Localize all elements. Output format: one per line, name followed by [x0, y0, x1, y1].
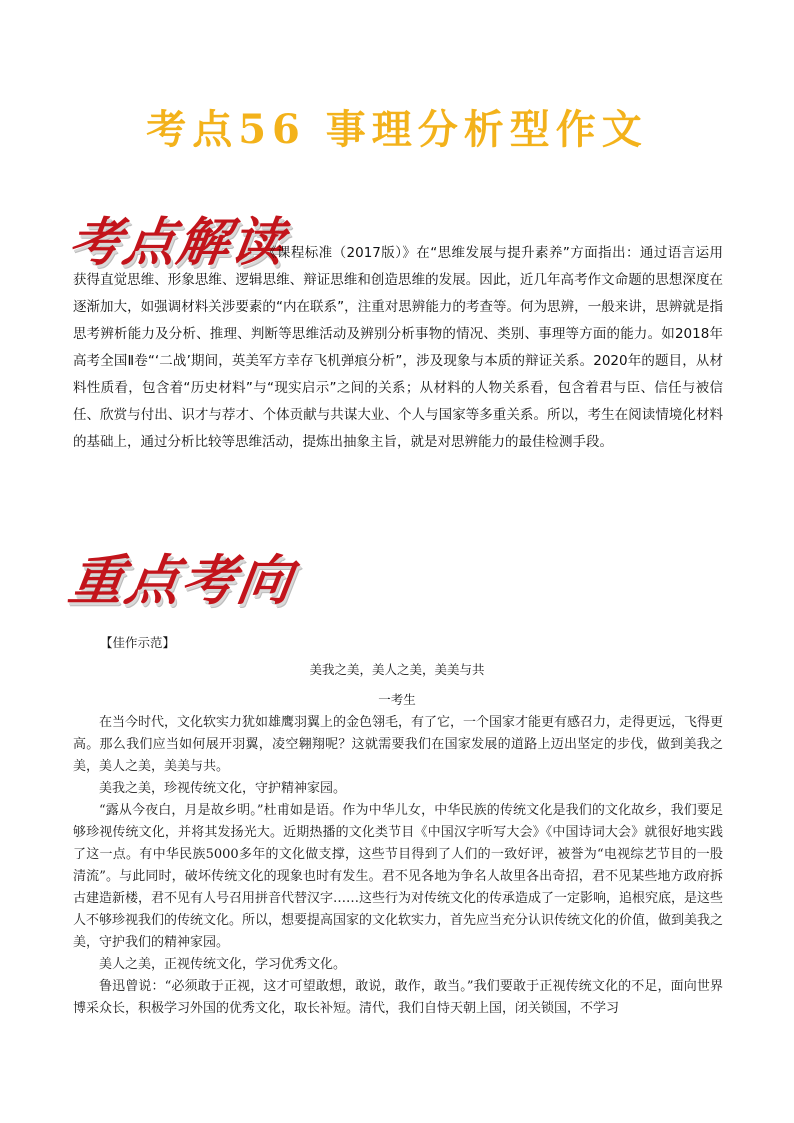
essay-paragraph: 美人之美，正视传统文化，学习优秀文化。 — [99, 957, 347, 972]
example-label: 【佳作示范】 — [100, 635, 176, 650]
essay-author: 一考生 — [378, 692, 416, 707]
essay-body — [73, 712, 723, 1020]
essay-paragraph: 美我之美，珍视传统文化，守护精神家园。 — [99, 781, 347, 796]
essay-paragraph: 在当今时代，文化软实力犹如雄鹰羽翼上的金色翎毛，有了它，一个国家才能更有感召力，走得更远，飞得更高。那么我们应当如何展开羽翼，凌空翱翔呢？这就需要我们在国家发展的道路上迈出坚定的步伐，做到美我之美，美人之美，美美与共。 — [73, 715, 724, 774]
essay-paragraph: “露从今夜白，月是故乡明。”杜甫如是语。作为中华儿女，中华民族的传统文化是我们的文化故乡，我们要足够珍视传统文化，并将其发扬光大。近期热播的文化类节目《中国汉字听写大会》《中国诗词大会》就很好地实践了这一点。有中华民族5000多年的文化做支撑，这些节目得到了人们的一致好评，被誉为“电视综艺节目的一股清流”。与此同时，破坏传统文化的现象也时有发生。君不见各地为争名人故里各出奇招，君不见某些地方政府拆古建造新楼，君不见有人号召用拼音代替汉字……这些行为对传统文化的传承造成了一定影响，追根究底，是这些人不够珍视我们的传统文化。所以，想要提高国家的文化软实力，首先应当充分认识传统文化的价值，做到美我之美，守护我们的精神家园。 — [73, 803, 724, 950]
section-heading-kaodian-jiedu: 考点解读 — [65, 213, 290, 273]
essay-paragraph: 鲁迅曾说：“必须敢于正视，这才可望敢想，敢说，敢作，敢当。”我们要敢于正视传统文化的不足，面向世界博采众长，积极学习外国的优秀文化，取长补短。清代，我们自恃天朝上国，闭关锁国，不学习 — [73, 979, 723, 1016]
intro-paragraph: 《课程标准（2017版）》在“思维发展与提升素养”方面指出：通过语言运用获得直觉思维、形象思维、逻辑思维、辩证思维和创造思维的发展。因此，近几年高考作文命题的思想深度在逐渐加大，如强调材料关涉要素的“内在联系”，注重对思辨能力的考查等。何为思辨，一般来讲，思辨就是指思考辨析能力及分析、推理、判断等思维活动及辨别分析事物的情况、类别、事理等方面的能力。如2018年高考全国Ⅱ卷“‘二战’期间，英美军方幸存飞机弹痕分析”，涉及现象与本质的辩证关系。2020年的题目，从材料性质看，包含着“历史材料”与“现实启示”之间的关系；从材料的人物关系看，包含着君与臣、信任与被信任、欣赏与付出、识才与荐才、个体贡献与共谋大业、个人与国家等多重关系。所以，考生在阅读情境化材料的基础上，通过分析比较等思维活动，提炼出抽象主旨，就是对思辨能力的最佳检测手段。 — [73, 245, 723, 450]
section-heading-zhongdian-kaoxiang: 重点考向 — [65, 549, 298, 612]
essay-title: 美我之美，美人之美，美美与共 — [309, 662, 485, 677]
page-title: 考点56 事理分析型作文 — [146, 106, 648, 153]
